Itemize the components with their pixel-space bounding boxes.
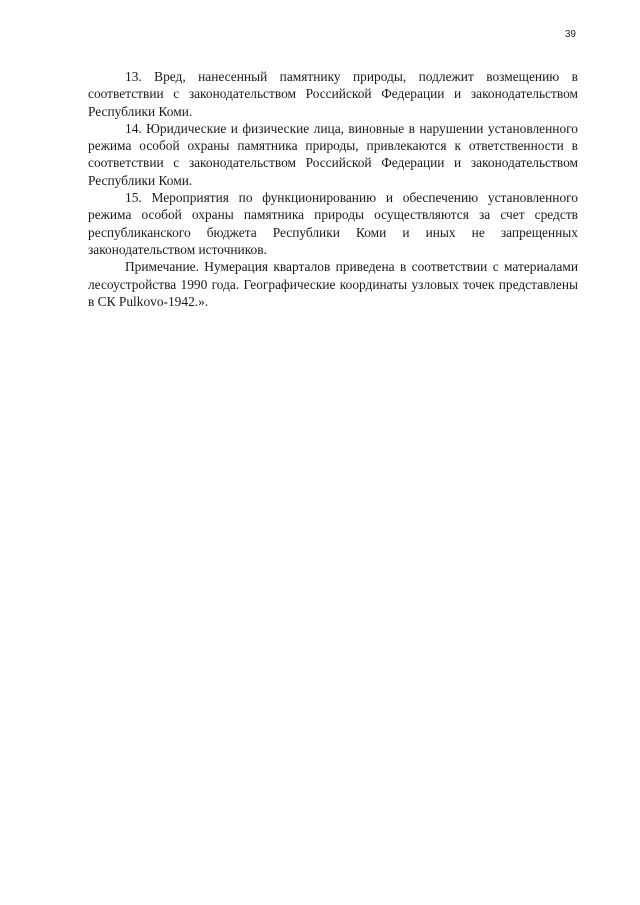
page-number: 39 [564,29,576,40]
paragraph-15-funding: 15. Мероприятия по функционированию и обеспечению установленного режима особой охраны памятника природы осуществляются за счет средств республиканского бюджета Республики Коми и иных не запрещенных законодательством источников. [88,190,578,257]
paragraph-13-damage-compensation: 13. Вред, нанесенный памятнику природы, подлежит возмещению в соответствии с законодательством Российской Федерации и законодательством Республики Коми. [88,69,578,119]
document-body [88,68,578,310]
note-paragraph: Примечание. Нумерация кварталов приведена в соответствии с материалами лесоустройства 1990 года. Географические координаты узловых точек представлены в СК Pulkovo-1942.». [88,259,578,309]
paragraph-14-liability: 14. Юридические и физические лица, виновные в нарушении установленного режима особой охраны памятника природы, привлекаются к ответственности в соответствии с законодательством Российской Федерации и законодательством Республики Коми. [88,120,578,188]
